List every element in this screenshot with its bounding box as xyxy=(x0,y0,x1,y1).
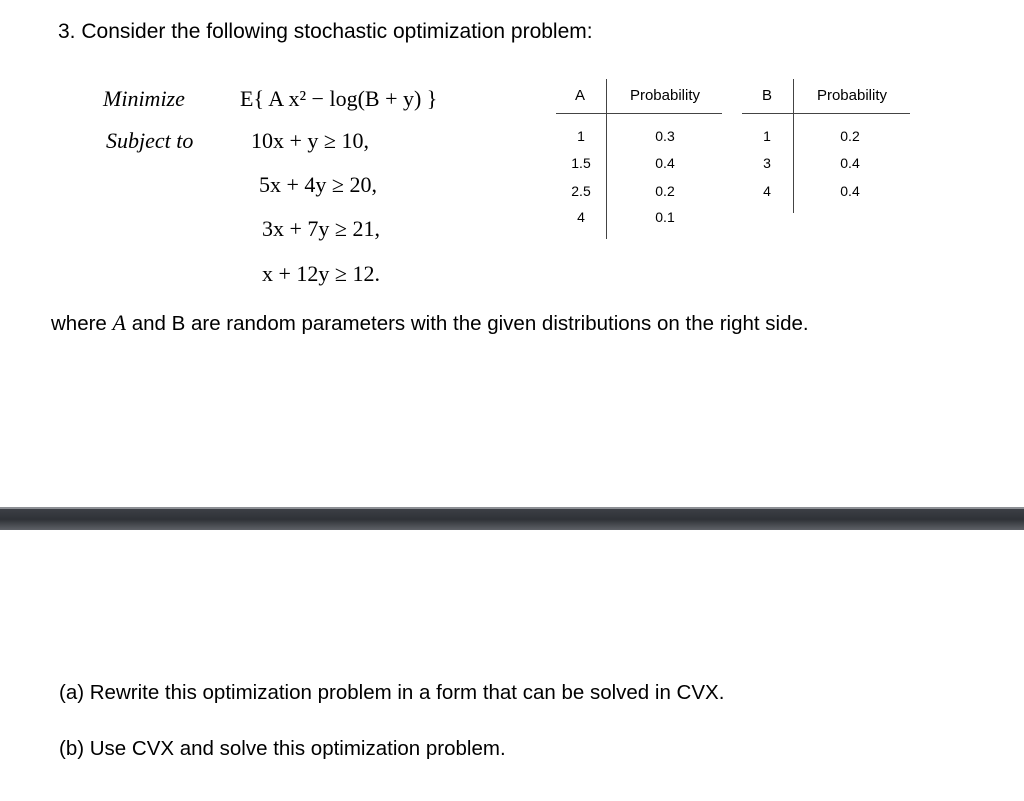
table-a-value: 2.5 xyxy=(571,183,591,199)
minimize-label: Minimize xyxy=(103,86,185,111)
table-a-value: 4 xyxy=(577,209,585,225)
part-a-text: (a) Rewrite this optimization problem in a form that can be solved in CVX. xyxy=(59,681,725,704)
part-b-text: (b) Use CVX and solve this optimization problem. xyxy=(59,737,506,760)
note-variable-a: A xyxy=(112,310,126,335)
table-b-header-probability: Probability xyxy=(816,87,888,104)
subject-to-label: Subject to xyxy=(106,128,194,153)
table-b-probability: 0.4 xyxy=(840,183,860,199)
table-b-header-value: B xyxy=(761,87,772,104)
table-b-header-rule xyxy=(742,113,910,114)
table-b-probability: 0.4 xyxy=(840,155,860,171)
table-a-value: 1 xyxy=(577,128,585,144)
table-b-value: 3 xyxy=(763,155,771,171)
distribution-note xyxy=(51,310,809,336)
question-heading: 3. Consider the following stochastic optimization problem: xyxy=(58,20,593,43)
table-a-probability: 0.2 xyxy=(655,183,675,199)
table-a-header-rule xyxy=(556,113,722,114)
objective-expression: E{ A x² − log(B + y) } xyxy=(240,86,438,111)
table-a-probability: 0.3 xyxy=(655,128,675,144)
page-divider xyxy=(0,509,1024,530)
table-a-header-probability: Probability xyxy=(629,87,701,104)
constraint-4: x + 12y ≥ 12. xyxy=(262,261,380,286)
table-a-header-value: A xyxy=(574,87,585,104)
table-b-value: 4 xyxy=(763,183,771,199)
constraint-1: 10x + y ≥ 10, xyxy=(251,128,369,153)
table-b-value: 1 xyxy=(763,128,771,144)
constraint-3: 3x + 7y ≥ 21, xyxy=(262,216,380,241)
constraint-2: 5x + 4y ≥ 20, xyxy=(259,172,377,197)
table-b-probability: 0.2 xyxy=(840,128,860,144)
note-prefix: where xyxy=(51,312,107,335)
table-a-value: 1.5 xyxy=(571,155,591,171)
note-suffix: and B are random parameters with the given distributions on the right side. xyxy=(131,312,809,335)
table-a-probability: 0.4 xyxy=(655,155,675,171)
table-a-probability: 0.1 xyxy=(655,209,675,225)
